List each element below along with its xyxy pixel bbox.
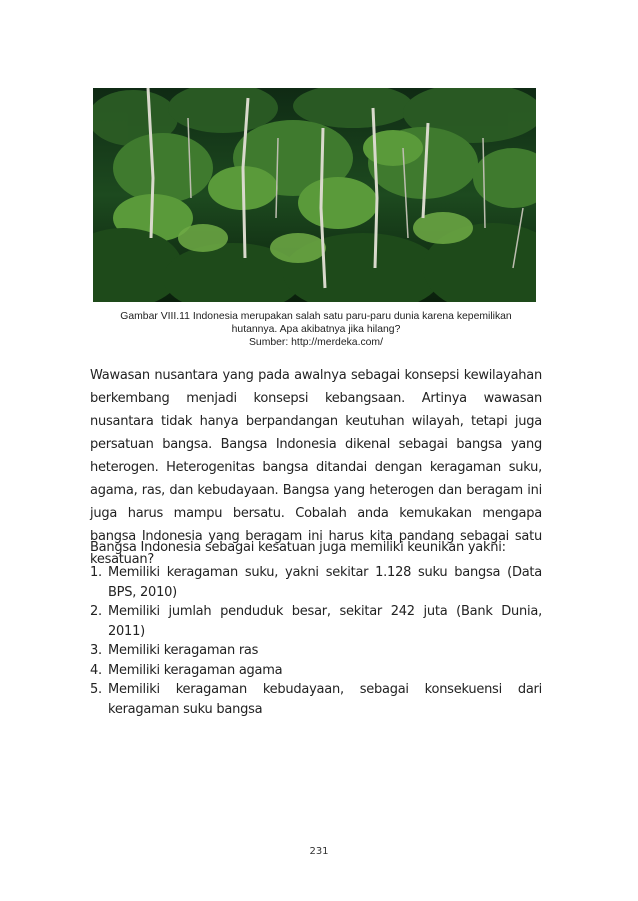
paragraph-wawasan: Wawasan nusantara yang pada awalnya sebagai konsepsi kewilayahan berkembang menjadi konsepsi kebangsaan. Artinya wawasan nusantara tidak hanya berpandangan keutuhan wilayah, tetapi juga persatuan bangsa. Bangsa Indonesia dikenal sebagai bangsa yang heterogen. Heterogenitas bangsa ditandai dengan keragaman suku, agama, ras, dan kebudayaan. Bangsa yang heterogen dan beragam ini juga harus mampu bersatu. Cobalah anda kemukakan mengapa bangsa Indonesia yang beragam ini harus kita pandang sebagai satu kesatuan?	[90, 368, 542, 567]
forest-photo	[93, 88, 536, 302]
forest-image	[93, 88, 536, 302]
list-item: 1. Memiliki keragaman suku, yakni sekitar 1.128 suku bangsa (Data BPS, 2010)	[90, 565, 542, 600]
caption-line-1: Gambar VIII.11 Indonesia merupakan salah satu paru-paru dunia karena kepemilikan	[120, 311, 512, 322]
keunikan-list	[90, 563, 542, 719]
list-item: 2. Memiliki jumlah penduduk besar, sekitar 242 juta (Bank Dunia, 2011)	[90, 604, 542, 639]
list-item: 5. Memiliki keragaman kebudayaan, sebagai konsekuensi dari keragaman suku bangsa	[90, 682, 542, 717]
caption-source: Sumber: http://merdeka.com/	[249, 337, 383, 348]
list-item: 4. Memiliki keragaman agama	[90, 662, 283, 678]
figure-caption	[88, 310, 544, 349]
page-number: 231	[309, 846, 329, 857]
caption-line-2: hutannya. Apa akibatnya jika hilang?	[231, 324, 401, 335]
list-item: 3. Memiliki keragaman ras	[90, 643, 259, 658]
paragraph-keunikan-intro: Bangsa Indonesia sebagai kesatuan juga memiliki keunikan yakni:	[90, 540, 506, 555]
